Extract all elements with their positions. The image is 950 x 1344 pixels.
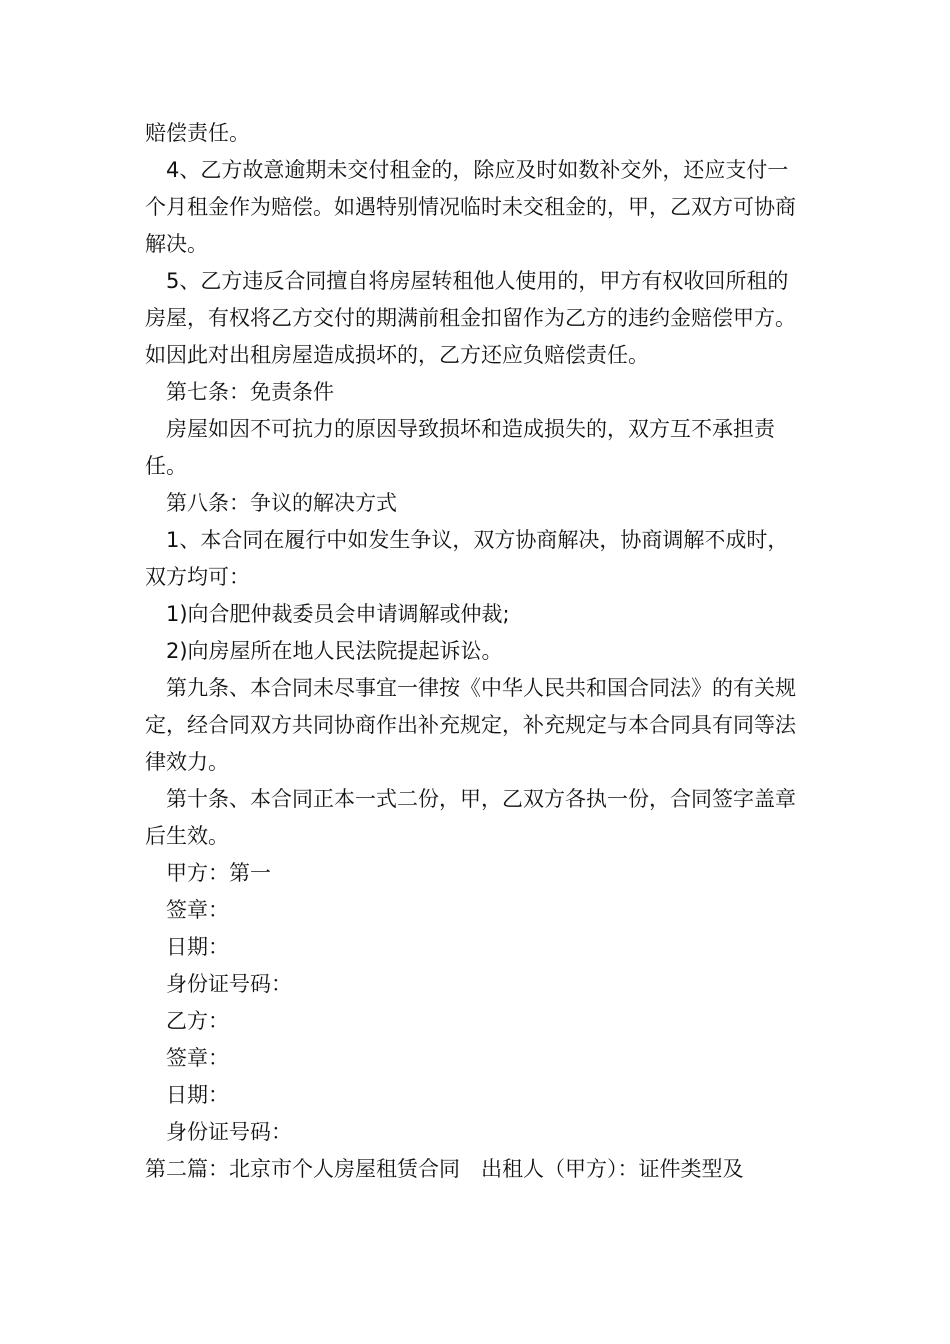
signature-id-a: 身份证号码：	[166, 972, 292, 996]
paragraph-clause-4: 4、乙方故意逾期未交付租金的，除应及时如数补交外，还应支付一个月租金作为赔偿。如遇特别情况临时未交租金的，甲，乙双方可协商解决。	[145, 158, 796, 256]
heading-part-2: 第二篇：北京市个人房屋租赁合同 出租人（甲方）：证件类型及	[145, 1157, 744, 1181]
signature-party-a: 甲方：第一	[166, 861, 271, 885]
heading-article-7: 第七条：免责条件	[166, 380, 334, 404]
signature-date-b: 日期：	[166, 1083, 229, 1107]
signature-date-a: 日期：	[166, 935, 229, 959]
paragraph-force-majeure: 房屋如因不可抗力的原因导致损坏和造成损失的，双方互不承担责任。	[145, 417, 775, 478]
signature-seal-b: 签章：	[166, 1046, 229, 1070]
list-item-arbitration: 1)向合肥仲裁委员会申请调解或仲裁;	[166, 602, 510, 626]
signature-id-b: 身份证号码：	[166, 1120, 292, 1144]
paragraph-clause-5: 5、乙方违反合同擅自将房屋转租他人使用的，甲方有权收回所租的房屋，有权将乙方交付的期满前租金扣留作为乙方的违约金赔偿甲方。如因此对出租房屋造成损坏的，乙方还应负赔偿责任。	[145, 269, 796, 367]
heading-article-8: 第八条：争议的解决方式	[166, 491, 397, 515]
document-body	[145, 115, 809, 1188]
paragraph-article-10: 第十条、本合同正本一式二份，甲，乙双方各执一份，合同签字盖章后生效。	[145, 787, 796, 848]
list-item-litigation: 2)向房屋所在地人民法院提起诉讼。	[166, 639, 503, 663]
paragraph-dispute-1: 1、本合同在履行中如发生争议，双方协商解决，协商调解不成时，双方均可：	[145, 528, 789, 589]
paragraph-article-9: 第九条、本合同未尽事宜一律按《中华人民共和国合同法》的有关规定，经合同双方共同协商作出补充规定，补充规定与本合同具有同等法律效力。	[145, 676, 796, 774]
signature-seal-a: 签章：	[166, 898, 229, 922]
signature-party-b: 乙方：	[166, 1009, 229, 1033]
paragraph-continuation: 赔偿责任。	[145, 121, 250, 145]
